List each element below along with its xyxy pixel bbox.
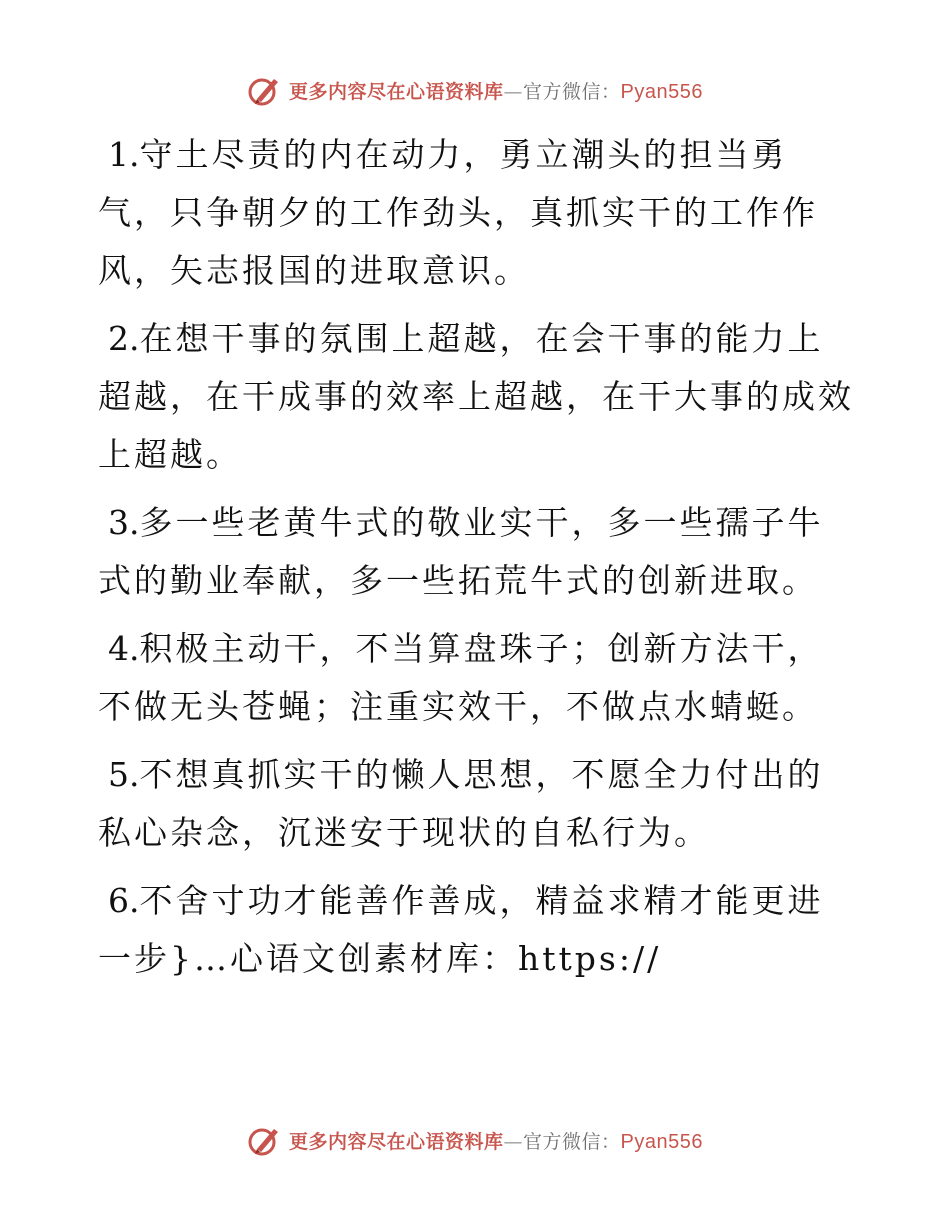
watermark-official: 官方微信： bbox=[523, 80, 621, 103]
paragraph-1 bbox=[98, 126, 858, 300]
paragraph-5 bbox=[98, 746, 858, 862]
watermark-id: Pyan556 bbox=[620, 80, 703, 103]
watermark-official: 官方微信： bbox=[523, 1130, 621, 1153]
paragraph-number: 5. bbox=[108, 755, 140, 794]
footer-watermark bbox=[0, 1120, 950, 1160]
paragraph-number: 1. bbox=[108, 135, 140, 174]
paragraph-text: 积极主动干，不当算盘珠子；创新方法干，不做无头苍蝇；注重实效干，不做点水蜻蜓。 bbox=[98, 629, 824, 726]
paragraph-number: 4. bbox=[108, 629, 140, 668]
pen-logo-icon bbox=[247, 73, 281, 107]
pen-logo-icon bbox=[247, 1123, 281, 1157]
watermark-text bbox=[289, 77, 703, 104]
paragraph-number: 2. bbox=[108, 319, 140, 358]
paragraph-6 bbox=[98, 872, 858, 988]
watermark-main: 更多内容尽在心语资料库 bbox=[289, 80, 504, 103]
watermark-dash: — bbox=[503, 1130, 524, 1153]
watermark-main: 更多内容尽在心语资料库 bbox=[289, 1130, 504, 1153]
document-body bbox=[98, 126, 858, 998]
header-watermark bbox=[0, 70, 950, 110]
paragraph-2 bbox=[98, 310, 858, 484]
paragraph-text: 不想真抓实干的懒人思想，不愿全力付出的私心杂念，沉迷安于现状的自私行为。 bbox=[98, 755, 824, 852]
paragraph-4 bbox=[98, 620, 858, 736]
paragraph-number: 6. bbox=[108, 881, 140, 920]
paragraph-number: 3. bbox=[108, 503, 140, 542]
paragraph-text: 多一些老黄牛式的敬业实干，多一些孺子牛式的勤业奉献，多一些拓荒牛式的创新进取。 bbox=[98, 503, 824, 600]
paragraph-text: 在想干事的氛围上超越，在会干事的能力上超越，在干成事的效率上超越，在干大事的成效上超越。 bbox=[98, 319, 854, 474]
watermark-text bbox=[289, 1127, 703, 1154]
paragraph-text: 不舍寸功才能善作善成，精益求精才能更进一步}…心语文创素材库：https:// bbox=[98, 881, 824, 978]
watermark-dash: — bbox=[503, 80, 524, 103]
paragraph-text: 守土尽责的内在动力，勇立潮头的担当勇气，只争朝夕的工作劲头，真抓实干的工作作风，矢志报国的进取意识。 bbox=[98, 135, 818, 290]
watermark-id: Pyan556 bbox=[620, 1130, 703, 1153]
paragraph-3 bbox=[98, 494, 858, 610]
